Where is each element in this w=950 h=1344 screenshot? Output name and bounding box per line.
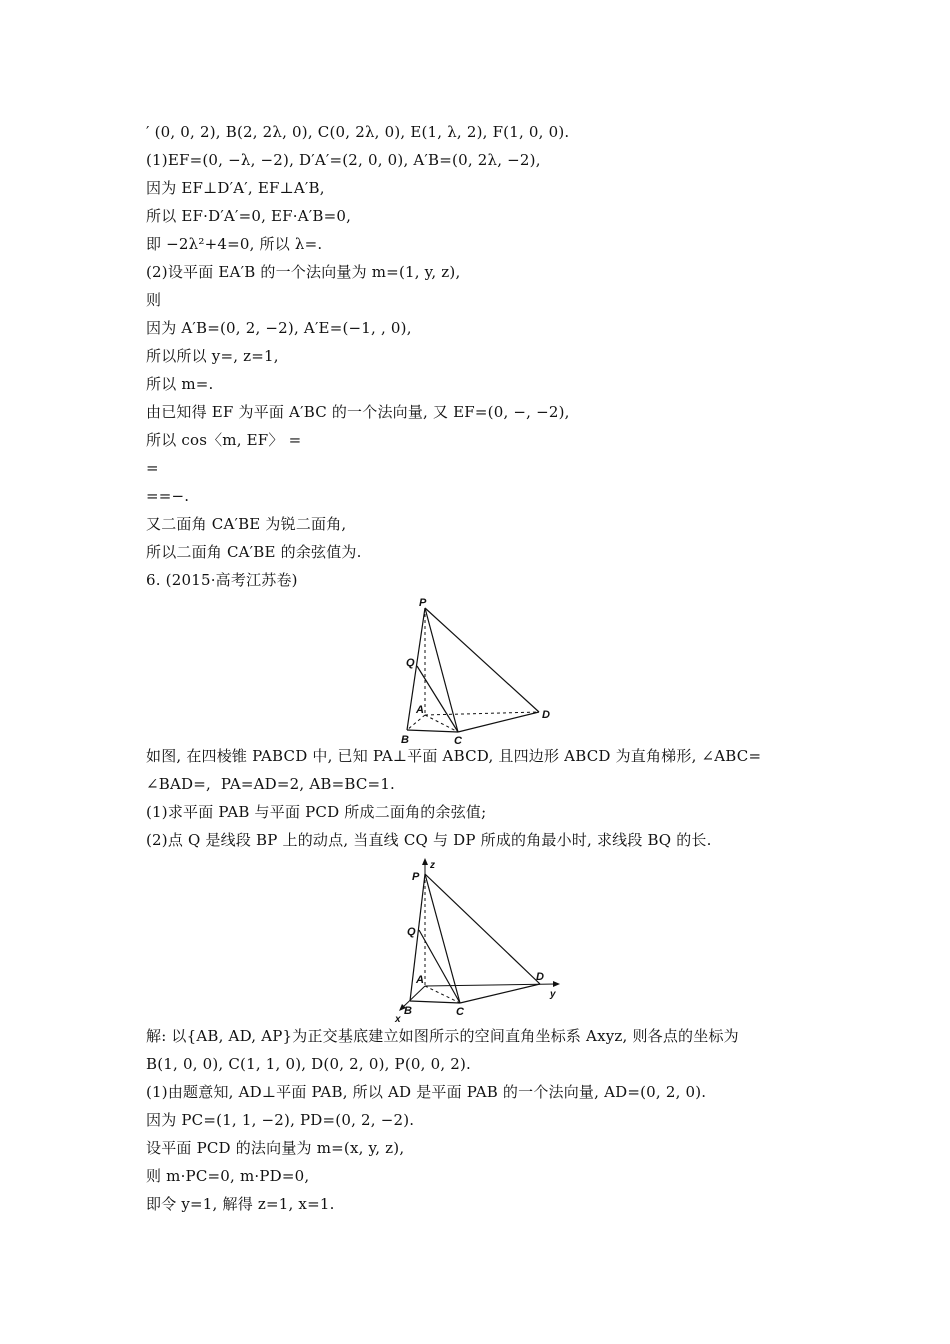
- text-line: ′ (0, 0, 2), B(2, 2λ, 0), C(0, 2λ, 0), E(1, λ, 2), F(1, 0, 0).: [146, 123, 570, 141]
- edge-BC: [410, 1001, 460, 1003]
- text-line: (1)EF=(0, −λ, −2), D′A′=(2, 0, 0), A′B=(0, 2λ, −2),: [146, 151, 541, 169]
- problem-line: 如图, 在四棱锥 PABCD 中, 已知 PA⊥平面 ABCD, 且四边形 ABCD 为直角梯形, ∠ABC=: [146, 747, 762, 765]
- edge-BC: [407, 730, 458, 732]
- text-line: 由已知得 EF 为平面 A′BC 的一个法向量, 又 EF=(0, −, −2),: [146, 403, 570, 421]
- z-axis-arrow: [422, 858, 428, 865]
- label-P: P: [412, 871, 420, 883]
- label-z: z: [430, 860, 435, 871]
- label-D: D: [536, 971, 544, 983]
- problem-line: (1)求平面 PAB 与平面 PCD 所成二面角的余弦值;: [146, 803, 487, 821]
- edge-PC: [425, 874, 460, 1003]
- text-line: (2)设平面 EA′B 的一个法向量为 m=(1, y, z),: [146, 263, 461, 281]
- label-A: A: [416, 974, 424, 986]
- solution-line: (1)由题意知, AD⊥平面 PAB, 所以 AD 是平面 PAB 的一个法向量, AD=(0, 2, 0).: [146, 1083, 707, 1101]
- label-Q: Q: [406, 657, 415, 669]
- text-line: 所以 m=.: [146, 375, 214, 393]
- text-line: ==−.: [146, 487, 190, 505]
- label-x: x: [395, 1014, 401, 1025]
- solution-line: 即令 y=1, 解得 z=1, x=1.: [146, 1195, 335, 1213]
- segment-QC: [417, 666, 458, 732]
- edge-PD: [425, 874, 540, 984]
- y-axis-arrow: [553, 981, 560, 987]
- solution-line: 因为 PC=(1, 1, −2), PD=(0, 2, −2).: [146, 1111, 415, 1129]
- label-D: D: [542, 709, 550, 721]
- text-line: =: [146, 459, 159, 477]
- coordinate-pyramid-figure: [390, 858, 570, 1028]
- problem-line: (2)点 Q 是线段 BP 上的动点, 当直线 CQ 与 DP 所成的角最小时, 求线段 BQ 的长.: [146, 831, 712, 849]
- edge-AB: [407, 715, 425, 730]
- text-line: 则: [146, 291, 162, 309]
- text-line: 所以 EF·D′A′=0, EF·A′B=0,: [146, 207, 352, 225]
- solution-line: 设平面 PCD 的法向量为 m=(x, y, z),: [146, 1139, 405, 1157]
- pyramid-figure: [395, 598, 565, 748]
- solution-line: 则 m·PC=0, m·PD=0,: [146, 1167, 310, 1185]
- label-y: y: [550, 989, 556, 1000]
- text-line: 所以 cos〈m, EF〉 =: [146, 431, 302, 449]
- problem-heading: 6. (2015·高考江苏卷): [146, 571, 298, 589]
- text-line: 即 −2λ²+4=0, 所以 λ=.: [146, 235, 323, 253]
- label-P: P: [419, 597, 427, 609]
- edge-CD: [460, 984, 540, 1003]
- solution-line: B(1, 0, 0), C(1, 1, 0), D(0, 2, 0), P(0, 0, 2).: [146, 1055, 472, 1073]
- text-line: 所以所以 y=, z=1,: [146, 347, 279, 365]
- problem-line: ∠BAD=, PA=AD=2, AB=BC=1.: [146, 775, 396, 793]
- label-Q: Q: [407, 926, 416, 938]
- text-line: 因为 EF⊥D′A′, EF⊥A′B,: [146, 179, 325, 197]
- edge-CD: [458, 712, 539, 732]
- label-A: A: [416, 704, 424, 716]
- text-line: 因为 A′B=(0, 2, −2), A′E=(−1, , 0),: [146, 319, 412, 337]
- label-C: C: [454, 735, 462, 747]
- edge-PC: [425, 608, 458, 732]
- edge-AD: [425, 712, 539, 715]
- label-B: B: [404, 1005, 412, 1017]
- text-line: 又二面角 CA′BE 为锐二面角,: [146, 515, 347, 533]
- text-line: 所以二面角 CA′BE 的余弦值为.: [146, 543, 362, 561]
- solution-line: 解: 以{AB, AD, AP}为正交基底建立如图所示的空间直角坐标系 Axyz, 则各点的坐标为: [146, 1027, 739, 1045]
- label-B: B: [401, 734, 409, 746]
- label-C: C: [456, 1006, 464, 1018]
- edge-PD: [425, 608, 539, 712]
